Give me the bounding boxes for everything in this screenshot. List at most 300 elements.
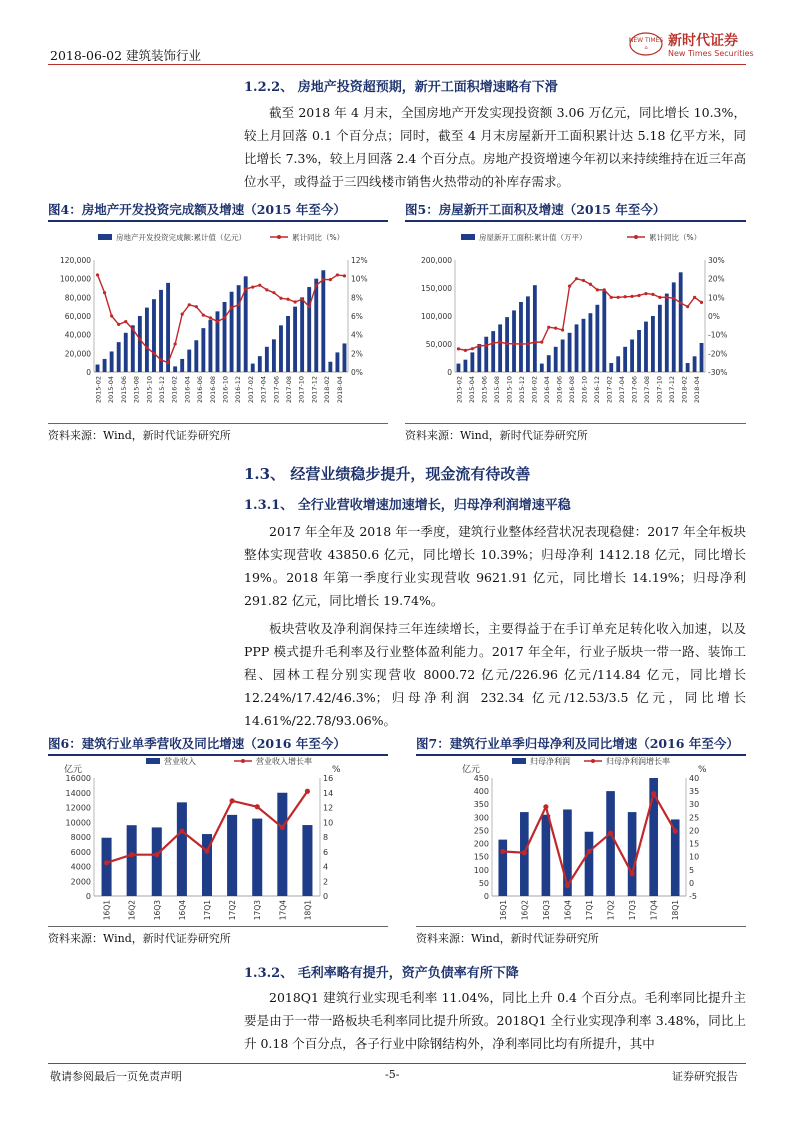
fig7-title-bar xyxy=(416,734,746,756)
line-point xyxy=(255,804,260,809)
bar xyxy=(173,366,177,372)
line-point xyxy=(471,347,474,350)
x-tick-label: 2016-12 xyxy=(234,376,243,404)
x-tick-label: 2015-04 xyxy=(467,376,476,404)
bar xyxy=(554,347,558,372)
line-point xyxy=(637,294,640,297)
footer-disclaimer: 敬请参阅最后一页免责声明 xyxy=(50,1070,182,1083)
line-point xyxy=(293,300,296,303)
fig4-source: 资料来源：Wind，新时代证券研究所 xyxy=(48,423,388,443)
legend-bar-swatch xyxy=(146,758,160,764)
x-tick-label: 2017-08 xyxy=(642,376,651,404)
y-tick-left: 400 xyxy=(473,787,489,797)
fig6-title: 建筑行业单季营收及同比增速（2016 年至今） xyxy=(81,736,346,751)
y-tick-right: 16 xyxy=(323,774,334,783)
section-1-3-1-paragraph-1 xyxy=(244,520,746,612)
line-point xyxy=(145,346,148,349)
y-tick-right: 10% xyxy=(351,274,368,284)
line-point xyxy=(672,297,675,300)
new-times-logo-icon xyxy=(628,31,664,57)
x-tick-label: 17Q4 xyxy=(649,900,659,921)
y-tick-right: 10% xyxy=(708,293,725,303)
line-point xyxy=(181,313,184,316)
line-point xyxy=(166,361,169,364)
bar xyxy=(498,324,502,372)
bar xyxy=(484,337,488,372)
line-point xyxy=(565,883,570,888)
y-tick-left: 8000 xyxy=(70,833,91,842)
x-tick-label: 18Q1 xyxy=(303,900,313,921)
x-tick-label: 2017-10 xyxy=(297,376,306,404)
x-tick-label: 2016-08 xyxy=(208,376,217,404)
y-tick-right: 30 xyxy=(689,800,700,810)
line-point xyxy=(589,283,592,286)
line-point xyxy=(329,278,332,281)
y-tick-right: 20 xyxy=(689,826,700,836)
y-tick-right: -20% xyxy=(708,349,728,359)
legend-line-marker xyxy=(241,759,245,763)
bar xyxy=(630,340,634,372)
bar xyxy=(138,316,142,372)
y-tick-left: 50 xyxy=(478,878,489,888)
y-tick-right: 0% xyxy=(708,312,720,321)
bar xyxy=(665,294,669,372)
y-tick-right: -5 xyxy=(689,892,697,901)
x-tick-label: 2017-12 xyxy=(667,376,676,404)
line-point xyxy=(230,798,235,803)
line-point xyxy=(96,273,99,276)
brand-name-en: New Times Securities xyxy=(668,49,754,58)
y-tick-left: 250 xyxy=(473,826,489,836)
y-tick-right: 10 xyxy=(689,852,700,862)
line-point xyxy=(154,852,159,857)
x-tick-label: 16Q4 xyxy=(563,900,573,921)
y-tick-left: 450 xyxy=(473,774,489,783)
x-tick-label: 2015-06 xyxy=(480,376,489,404)
line-point xyxy=(644,292,647,295)
y-tick-right: 8 xyxy=(323,833,329,842)
line-point xyxy=(343,274,346,277)
legend-bar-swatch xyxy=(98,234,112,240)
bar xyxy=(96,365,100,372)
brand-name-cn: 新时代证券 xyxy=(668,33,738,49)
x-tick-label: 2016-02 xyxy=(170,376,179,404)
y-tick-left: 150,000 xyxy=(420,284,452,293)
x-tick-label: 2018-04 xyxy=(335,376,344,404)
bar xyxy=(589,313,593,372)
x-tick-label: 17Q2 xyxy=(228,900,238,921)
x-tick-label: 2015-12 xyxy=(517,376,526,404)
line-point xyxy=(305,789,310,794)
x-tick-label: 2017-02 xyxy=(246,376,255,404)
x-tick-label: 2015-02 xyxy=(455,376,464,404)
line-point xyxy=(457,347,460,350)
fig4-chart xyxy=(48,226,388,422)
y-tick-left: 80,000 xyxy=(64,293,91,303)
paragraph-text: 2018Q1 建筑行业实现毛利率 11.04%，同比上升 0.4 个百分点。毛利率同比提升主要是由于一带一路板块毛利率同比提升所致。2018Q1 全行业实现净利率 3.48%，同比上升 0.18 个百分点，各子行业中除钢结构外，净利率同比均有所提升，其中 xyxy=(244,990,746,1051)
x-tick-label: 2017-08 xyxy=(285,376,294,404)
x-tick-label: 2015-02 xyxy=(94,376,103,404)
bar xyxy=(103,359,107,372)
x-tick-label: 2016-12 xyxy=(592,376,601,404)
fig5-label: 图5： xyxy=(405,202,439,217)
line-point xyxy=(533,341,536,344)
y-tick-right: 10 xyxy=(323,818,334,828)
x-tick-label: 16Q1 xyxy=(498,900,508,921)
bar xyxy=(672,282,676,372)
bar xyxy=(265,347,269,372)
line-point xyxy=(624,295,627,298)
line-point xyxy=(603,288,606,291)
footer-report-type: 证券研究报告 xyxy=(672,1070,738,1083)
x-tick-label: 2017-06 xyxy=(630,376,639,404)
bar xyxy=(124,333,128,372)
line-point xyxy=(244,287,247,290)
bar xyxy=(519,302,523,372)
section-1-2-2-paragraph xyxy=(244,101,746,193)
x-tick-label: 2017-02 xyxy=(605,376,614,404)
paragraph-text: 板块营收及净利润保持三年连续增长，主要得益于在手订单充足转化收入加速，以及 PPP 模式提升毛利率及行业整体盈利能力。2017 年全年，行业子版块一带一路、装饰工程、园林工程分别实现营收 8000.72 亿元/226.96 亿元/114.84 亿元，同比增长 12.24%/17.42/46.3%；归母净利润 232.34 亿元/12.53/3.5 亿元，同比增长 14.61%/22.78/93.06%。 xyxy=(244,621,746,728)
x-tick-label: 17Q3 xyxy=(253,900,263,921)
x-tick-label: 2015-10 xyxy=(145,376,154,404)
x-tick-label: 2015-08 xyxy=(132,376,141,404)
legend-line-marker xyxy=(277,235,281,239)
y-tick-right: 14 xyxy=(323,788,334,798)
bar xyxy=(227,815,237,896)
line-point xyxy=(308,305,311,308)
line-point xyxy=(700,301,703,304)
line-point xyxy=(251,285,254,288)
line-point xyxy=(202,313,205,316)
legend-bar-label: 房地产开发投资完成额:累计值（亿元） xyxy=(116,233,247,242)
bar xyxy=(277,793,287,896)
bar xyxy=(547,355,551,372)
x-tick-label: 17Q3 xyxy=(628,900,638,921)
bar xyxy=(568,333,572,372)
bar xyxy=(302,825,312,896)
bar xyxy=(700,343,704,372)
fig6-label: 图6： xyxy=(48,736,82,751)
header-date-industry: 2018-06-02 建筑装饰行业 xyxy=(50,48,202,63)
y-tick-right: 2 xyxy=(323,877,329,887)
bar xyxy=(644,322,648,372)
bar xyxy=(343,343,347,372)
line-point xyxy=(315,284,318,287)
bar xyxy=(616,356,620,372)
line-point xyxy=(336,273,339,276)
line-point xyxy=(104,860,109,865)
line-point xyxy=(543,804,548,809)
y-tick-right: -30% xyxy=(708,368,728,377)
y-tick-left: 150 xyxy=(473,852,489,862)
line-point xyxy=(492,341,495,344)
legend-line-marker xyxy=(634,235,638,239)
fig4-title: 房地产开发投资完成额及增速（2015 年至今） xyxy=(81,202,346,217)
bar xyxy=(609,363,613,372)
bar xyxy=(152,827,162,896)
bar xyxy=(145,308,149,372)
bar xyxy=(693,356,697,372)
fig6-chart xyxy=(48,754,388,924)
bar xyxy=(230,292,234,372)
x-tick-label: 2015-06 xyxy=(119,376,128,404)
line-point xyxy=(279,297,282,300)
line-point xyxy=(237,303,240,306)
line-point xyxy=(131,327,134,330)
x-tick-label: 2017-12 xyxy=(310,376,319,404)
line-point xyxy=(561,328,564,331)
y-tick-left: 50,000 xyxy=(425,340,452,349)
fig7-source: 资料来源：Wind，新时代证券研究所 xyxy=(416,926,746,946)
bar xyxy=(328,362,332,372)
x-tick-label: 2017-04 xyxy=(259,376,268,404)
bar xyxy=(258,356,262,372)
bar xyxy=(131,325,135,372)
bar xyxy=(286,316,290,372)
y-tick-left: 300 xyxy=(473,813,489,823)
bar xyxy=(293,307,297,372)
y-tick-left: 14000 xyxy=(65,788,91,798)
line-point xyxy=(286,298,289,301)
bar xyxy=(533,285,537,372)
bar xyxy=(585,832,594,896)
line-point xyxy=(138,338,141,341)
fig5-source: 资料来源：Wind，新时代证券研究所 xyxy=(405,423,746,443)
y-tick-right: 8% xyxy=(351,293,363,303)
line-point xyxy=(204,848,209,853)
bar xyxy=(561,340,565,372)
footer-divider xyxy=(48,1063,746,1064)
line-point xyxy=(547,326,550,329)
bar xyxy=(272,339,276,372)
y-tick-right: 15 xyxy=(689,839,700,849)
bar xyxy=(658,305,662,372)
legend-line-label: 营业收入增长率 xyxy=(256,757,312,766)
legend-line-marker xyxy=(591,759,595,763)
line-point xyxy=(526,342,529,345)
line-point xyxy=(679,301,682,304)
y-tick-left: 200 xyxy=(473,839,489,849)
fig7-label: 图7： xyxy=(416,736,450,751)
x-tick-label: 16Q2 xyxy=(127,900,137,921)
line-point xyxy=(129,852,134,857)
fig7-chart xyxy=(416,754,746,924)
y-tick-left: 120,000 xyxy=(59,256,91,265)
bar xyxy=(194,340,198,372)
line-point xyxy=(216,320,219,323)
unit-left-label: 亿元 xyxy=(462,765,481,775)
bar xyxy=(651,316,655,372)
fig6-title-bar xyxy=(48,734,388,756)
y-tick-right: 30% xyxy=(708,256,725,265)
y-tick-left: 20,000 xyxy=(64,349,91,359)
bar xyxy=(602,291,606,372)
header-divider xyxy=(48,64,746,65)
x-tick-label: 2015-12 xyxy=(158,376,167,404)
fig7-title: 建筑行业单季归母净利及同比增速（2016 年至今） xyxy=(449,736,739,751)
bar xyxy=(464,360,468,372)
y-tick-left: 0 xyxy=(447,368,452,377)
bar xyxy=(335,352,339,372)
x-tick-label: 2018-02 xyxy=(680,376,689,404)
fig6-source: 资料来源：Wind，新时代证券研究所 xyxy=(48,926,388,946)
x-tick-label: 16Q1 xyxy=(102,900,112,921)
x-tick-label: 2016-06 xyxy=(555,376,564,404)
bar xyxy=(187,350,191,372)
x-tick-label: 16Q3 xyxy=(152,900,162,921)
y-tick-left: 350 xyxy=(473,800,489,810)
bar xyxy=(208,320,212,372)
y-tick-right: -10% xyxy=(708,330,728,340)
bar xyxy=(606,791,615,896)
bar xyxy=(117,342,121,372)
y-tick-left: 0 xyxy=(86,368,91,377)
y-tick-right: 0 xyxy=(323,892,329,901)
bar xyxy=(127,825,137,896)
line-point xyxy=(301,298,304,301)
line-point xyxy=(610,296,613,299)
y-tick-right: 20% xyxy=(708,274,725,284)
bar xyxy=(582,319,586,372)
x-tick-label: 2017-04 xyxy=(617,376,626,404)
x-tick-label: 17Q1 xyxy=(203,900,212,921)
y-tick-right: 12 xyxy=(323,803,334,813)
bar xyxy=(152,299,156,372)
y-tick-left: 40,000 xyxy=(64,330,91,340)
bar xyxy=(637,330,641,372)
bar xyxy=(201,328,205,372)
x-tick-label: 2015-04 xyxy=(107,376,116,404)
x-tick-label: 18Q1 xyxy=(671,900,681,921)
section-1-3-1-title: 1.3.1、 全行业营收增速加速增长，归母净利润增速平稳 xyxy=(244,498,571,513)
y-tick-left: 100,000 xyxy=(59,274,91,284)
line-point xyxy=(651,293,654,296)
y-tick-left: 16000 xyxy=(65,774,91,783)
x-tick-label: 17Q4 xyxy=(278,900,288,921)
line-point xyxy=(159,358,162,361)
line-point xyxy=(651,791,656,796)
line-point xyxy=(485,344,488,347)
line-point xyxy=(209,316,212,319)
bar xyxy=(477,344,481,372)
line-point xyxy=(630,871,635,876)
x-tick-label: 16Q3 xyxy=(541,900,551,921)
line-point xyxy=(258,284,261,287)
section-1-3-2-title: 1.3.2、 毛利率略有提升，资产负债率有所下降 xyxy=(244,966,519,981)
x-tick-label: 2016-04 xyxy=(542,376,551,404)
y-tick-right: 6% xyxy=(351,312,363,321)
bar xyxy=(102,838,112,896)
bar xyxy=(686,363,690,372)
y-tick-left: 6000 xyxy=(70,847,91,857)
line-point xyxy=(505,342,508,345)
legend-bar-swatch xyxy=(461,234,475,240)
bar xyxy=(595,305,599,372)
section-1-2-2-title: 1.2.2、 房地产投资超预期，新开工面积增速略有下滑 xyxy=(244,80,558,95)
paragraph-text: 截至 2018 年 4 月末，全国房地产开发实现投资额 3.06 万亿元，同比增长 10.3%，较上月回落 0.1 个百分点；同时，截至 4 月末房屋新开工面积累计达 5.18 亿平方米，同比增长 7.3%，较上月回落 2.4 个百分点。房地产投资增速今年初以来持续维持在近三年高位水平，或得益于三四线楼市销售火热带动的补库存需求。 xyxy=(244,105,746,189)
legend-bar-label: 归母净利润 xyxy=(530,757,570,766)
y-tick-right: 40 xyxy=(689,774,700,783)
fig4-title-bar xyxy=(48,200,388,222)
line-point xyxy=(575,277,578,280)
section-1-3-title: 1.3、 经营业绩稳步提升，现金流有待改善 xyxy=(244,465,531,483)
fig4-label: 图4： xyxy=(48,202,82,217)
bar xyxy=(526,296,530,372)
line-point xyxy=(223,316,226,319)
line-point xyxy=(195,305,198,308)
line-point xyxy=(665,296,668,299)
line-point xyxy=(124,320,127,323)
x-tick-label: 16Q4 xyxy=(177,900,187,921)
y-tick-left: 0 xyxy=(483,892,489,901)
bar xyxy=(252,819,262,896)
x-tick-label: 17Q1 xyxy=(585,900,594,921)
bar xyxy=(110,351,114,372)
y-tick-left: 100,000 xyxy=(420,312,452,321)
logo-mark-text: NEW TIMES xyxy=(628,37,664,44)
y-tick-left: 100 xyxy=(473,865,489,875)
line-point xyxy=(586,849,591,854)
x-tick-label: 2015-08 xyxy=(492,376,501,404)
y-tick-right: 4 xyxy=(323,862,329,872)
line-point xyxy=(478,344,481,347)
bar xyxy=(540,364,544,372)
x-tick-label: 17Q2 xyxy=(606,900,616,921)
line-point xyxy=(464,349,467,352)
y-tick-right: 6 xyxy=(323,847,329,857)
line-point xyxy=(500,849,505,854)
line-point xyxy=(110,314,113,317)
y-tick-right: 5 xyxy=(689,865,695,875)
legend-bar-label: 营业收入 xyxy=(164,757,196,766)
bar xyxy=(628,812,637,896)
y-tick-left: 0 xyxy=(85,892,91,901)
line-point xyxy=(617,296,620,299)
line-point xyxy=(230,306,233,309)
line-point xyxy=(499,341,502,344)
bar xyxy=(542,815,551,896)
x-tick-label: 2018-02 xyxy=(323,376,332,404)
y-tick-left: 12000 xyxy=(65,803,91,813)
bar xyxy=(512,310,516,372)
line-point xyxy=(519,342,522,345)
unit-right-label: % xyxy=(698,765,707,775)
legend-bar-swatch xyxy=(512,758,526,764)
x-tick-label: 2015-10 xyxy=(505,376,514,404)
bar xyxy=(498,840,507,896)
section-1-3-1-paragraph-2 xyxy=(244,617,746,732)
line-point xyxy=(280,825,285,830)
bar xyxy=(307,287,311,372)
line-point xyxy=(630,295,633,298)
page-number: -5- xyxy=(385,1068,400,1081)
bar xyxy=(623,347,627,372)
unit-right-label: % xyxy=(332,765,341,775)
x-tick-label: 16Q2 xyxy=(520,900,530,921)
bar xyxy=(300,297,304,372)
line-point xyxy=(540,341,543,344)
line-point xyxy=(512,342,515,345)
unit-left-label: 亿元 xyxy=(64,765,83,775)
x-tick-label: 2016-02 xyxy=(530,376,539,404)
bar xyxy=(237,285,241,372)
fig5-title: 房屋新开工面积及增速（2015 年至今） xyxy=(438,202,666,217)
line-point xyxy=(265,288,268,291)
bar xyxy=(177,802,187,896)
legend-line-label: 归母净利润增长率 xyxy=(606,757,670,766)
svg-text:⌂: ⌂ xyxy=(644,45,648,51)
legend-line-label: 累计同比（%） xyxy=(649,233,702,242)
